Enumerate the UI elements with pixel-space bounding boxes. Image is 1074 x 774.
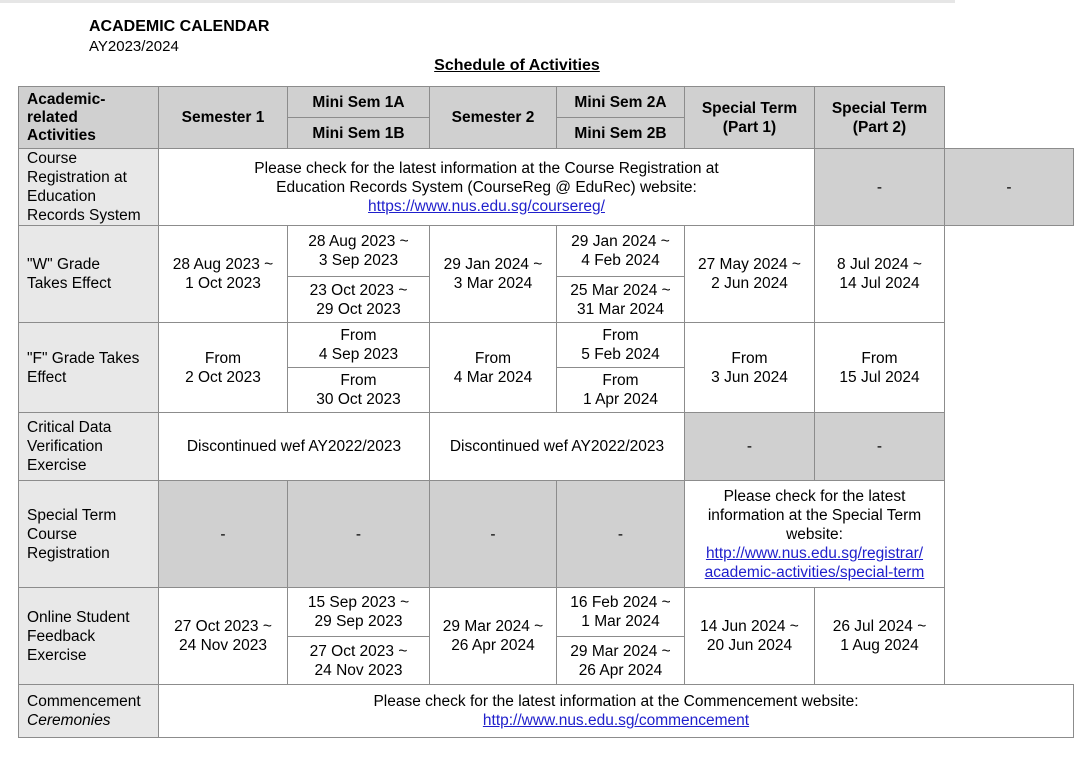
f-grade-mini2a: From 5 Feb 2024 bbox=[557, 323, 685, 368]
special-term-link[interactable]: http://www.nus.edu.sg/registrar/ academic-activities/special-term bbox=[704, 544, 925, 581]
f-grade-mini2b: From 1 Apr 2024 bbox=[557, 368, 685, 413]
col-header-activities: Academic- related Activities bbox=[19, 87, 159, 149]
w-grade-mini1b: 23 Oct 2023 ~ 29 Oct 2023 bbox=[288, 277, 430, 323]
feedback-mini2a: 16 Feb 2024 ~ 1 Mar 2024 bbox=[557, 588, 685, 637]
w-grade-mini2b: 25 Mar 2024 ~ 31 Mar 2024 bbox=[557, 277, 685, 323]
academic-year: AY2023/2024 bbox=[89, 38, 179, 55]
critical-data-st1: - bbox=[685, 413, 815, 481]
special-term-reg-sem2: - bbox=[430, 481, 557, 588]
w-grade-st1: 27 May 2024 ~ 2 Jun 2024 bbox=[685, 226, 815, 323]
feedback-st1: 14 Jun 2024 ~ 20 Jun 2024 bbox=[685, 588, 815, 685]
page-title: ACADEMIC CALENDAR bbox=[89, 18, 270, 35]
commencement-info: Please check for the latest information at the Commencement website: http://www.nus.edu.sg/commencement bbox=[159, 685, 1074, 738]
row-label-commencement: Commencement Ceremonies bbox=[19, 685, 159, 738]
top-divider bbox=[0, 0, 955, 3]
special-term-reg-sem1: - bbox=[159, 481, 288, 588]
col-header-special-term-1: Special Term (Part 1) bbox=[685, 87, 815, 149]
f-grade-sem2: From 4 Mar 2024 bbox=[430, 323, 557, 413]
critical-data-st2: - bbox=[815, 413, 945, 481]
critical-data-sem1-group: Discontinued wef AY2022/2023 bbox=[159, 413, 430, 481]
f-grade-sem1: From 2 Oct 2023 bbox=[159, 323, 288, 413]
course-registration-st2: - bbox=[945, 149, 1074, 226]
f-grade-mini1a: From 4 Sep 2023 bbox=[288, 323, 430, 368]
feedback-mini1a: 15 Sep 2023 ~ 29 Sep 2023 bbox=[288, 588, 430, 637]
feedback-sem2: 29 Mar 2024 ~ 26 Apr 2024 bbox=[430, 588, 557, 685]
w-grade-st2: 8 Jul 2024 ~ 14 Jul 2024 bbox=[815, 226, 945, 323]
w-grade-mini2a: 29 Jan 2024 ~ 4 Feb 2024 bbox=[557, 226, 685, 277]
w-grade-sem1: 28 Aug 2023 ~ 1 Oct 2023 bbox=[159, 226, 288, 323]
feedback-st2: 26 Jul 2024 ~ 1 Aug 2024 bbox=[815, 588, 945, 685]
special-term-reg-mini2: - bbox=[557, 481, 685, 588]
row-label-f-grade: "F" Grade Takes Effect bbox=[19, 323, 159, 413]
w-grade-sem2: 29 Jan 2024 ~ 3 Mar 2024 bbox=[430, 226, 557, 323]
row-label-critical-data: Critical Data Verification Exercise bbox=[19, 413, 159, 481]
schedule-heading: Schedule of Activities bbox=[434, 57, 600, 74]
row-label-special-term-registration: Special Term Course Registration bbox=[19, 481, 159, 588]
f-grade-st1: From 3 Jun 2024 bbox=[685, 323, 815, 413]
course-registration-st1: - bbox=[815, 149, 945, 226]
f-grade-mini1b: From 30 Oct 2023 bbox=[288, 368, 430, 413]
col-header-special-term-2: Special Term (Part 2) bbox=[815, 87, 945, 149]
coursereg-link[interactable]: https://www.nus.edu.sg/coursereg/ bbox=[368, 197, 605, 215]
course-registration-info: Please check for the latest information at the Course Registration at Education Records System (CourseReg @ EduRec) website: https://www.nus.edu.sg/coursereg/ bbox=[159, 149, 815, 226]
commencement-link[interactable]: http://www.nus.edu.sg/commencement bbox=[482, 712, 750, 729]
col-header-mini-sem-1a: Mini Sem 1A bbox=[288, 87, 430, 118]
row-label-course-registration: Course Registration at Education Records System bbox=[19, 149, 159, 226]
feedback-mini2b: 29 Mar 2024 ~ 26 Apr 2024 bbox=[557, 637, 685, 685]
col-header-mini-sem-2a: Mini Sem 2A bbox=[557, 87, 685, 118]
col-header-mini-sem-2b: Mini Sem 2B bbox=[557, 118, 685, 149]
feedback-sem1: 27 Oct 2023 ~ 24 Nov 2023 bbox=[159, 588, 288, 685]
col-header-semester-1: Semester 1 bbox=[159, 87, 288, 149]
row-label-w-grade: "W" Grade Takes Effect bbox=[19, 226, 159, 323]
col-header-semester-2: Semester 2 bbox=[430, 87, 557, 149]
special-term-reg-info: Please check for the latest information at the Special Term website: http://www.nus.edu.sg/registrar/ academic-activities/special-term bbox=[685, 481, 945, 588]
col-header-mini-sem-1b: Mini Sem 1B bbox=[288, 118, 430, 149]
critical-data-sem2-group: Discontinued wef AY2022/2023 bbox=[430, 413, 685, 481]
special-term-reg-mini1: - bbox=[288, 481, 430, 588]
schedule-table bbox=[18, 86, 1074, 738]
row-label-feedback: Online Student Feedback Exercise bbox=[19, 588, 159, 685]
feedback-mini1b: 27 Oct 2023 ~ 24 Nov 2023 bbox=[288, 637, 430, 685]
f-grade-st2: From 15 Jul 2024 bbox=[815, 323, 945, 413]
w-grade-mini1a: 28 Aug 2023 ~ 3 Sep 2023 bbox=[288, 226, 430, 277]
